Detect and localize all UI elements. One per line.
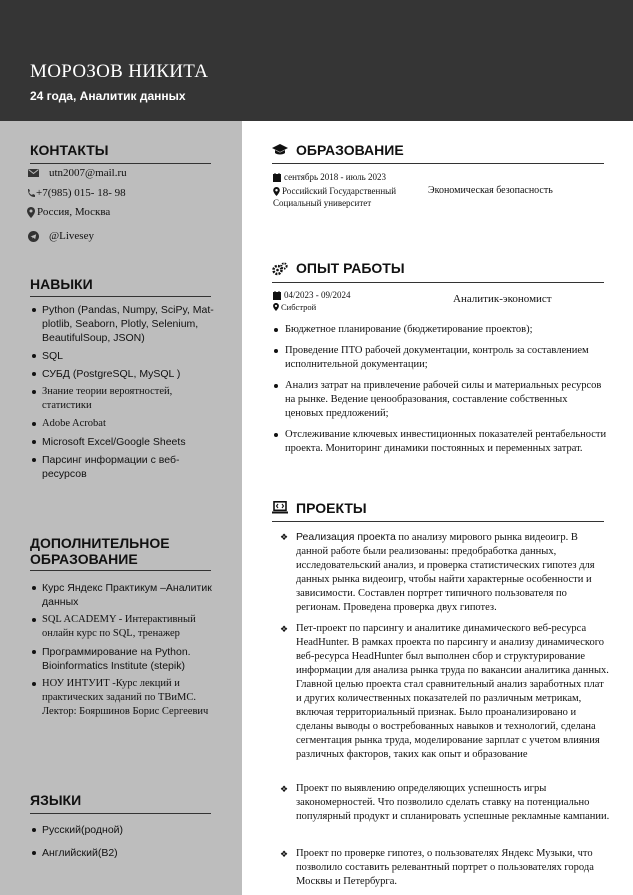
list-item: Программирование на Python. Bioinformatics Institute (stepik) xyxy=(30,645,220,673)
duties-list xyxy=(272,323,607,463)
project-item xyxy=(280,782,610,824)
candidate-subtitle: 24 года, Аналитик данных xyxy=(30,89,186,103)
skills-rule xyxy=(30,296,211,297)
list-item: Microsoft Excel/Google Sheets xyxy=(30,435,216,449)
envelope-icon xyxy=(26,169,40,177)
graduation-cap-icon xyxy=(272,143,288,161)
education-specialty: Экономическая безопасность xyxy=(428,185,553,196)
project-lead: Реализация проекта xyxy=(296,531,396,543)
diamond-bullet-icon: ❖ xyxy=(280,624,289,634)
project-text: Пет-проект по парсингу и аналитике динамического веб-ресурса HeadHunter. В рамках проекта по парсингу и анализу динамического веб-ресурса HeadHunter был выполнен сбор и структурирование информации для анализа рынка труда по вакансии аналитика данных. Главной целью проекта стал сравнительный анализ заработных плат и других количественных показателей по различным метрикам, включая территориальный признак. Было проанализировано и сделаны выводы о востребованных навыков и технологий, сделана сегментация рынка труда, моделирование зарплат с учетом влияния различных факторов, таких как опыт и образование xyxy=(296,623,609,760)
university-line: Российский Государственный xyxy=(282,186,397,196)
phone-icon xyxy=(26,188,36,198)
list-item: Отслеживание ключевых инвестиционных показателей рентабельности проекта. Мониторинг динамики постоянных и переменных затрат. xyxy=(272,428,607,456)
project-item xyxy=(280,847,610,889)
list-item: Английский(B2) xyxy=(30,846,216,860)
languages-title: ЯЗЫКИ xyxy=(30,792,82,808)
education-rule xyxy=(272,163,604,164)
calendar-icon xyxy=(273,173,281,182)
telegram-text: @Livesey xyxy=(49,230,94,242)
experience-dates: 04/2023 - 09/2024 xyxy=(284,290,351,300)
list-item: Проведение ПТО рабочей документации, контроль за составлением исполнительной документации; xyxy=(272,344,607,372)
list-item: Знание теории вероятностей, статистики xyxy=(30,385,216,413)
additional-education-rule xyxy=(30,570,211,571)
additional-education-title-line: ДОПОЛНИТЕЛЬНОЕ xyxy=(30,535,170,551)
position-title: Аналитик-экономист xyxy=(453,293,552,305)
diamond-bullet-icon: ❖ xyxy=(280,784,289,794)
experience-title: ОПЫТ РАБОТЫ xyxy=(296,260,405,276)
education-dates: сентябрь 2018 - июль 2023 xyxy=(284,172,386,182)
languages-rule xyxy=(30,813,211,814)
education-dates-row xyxy=(273,172,386,182)
phone-row[interactable] xyxy=(26,187,126,199)
header xyxy=(0,0,633,121)
phone-text: +7(985) 015- 18- 98 xyxy=(36,187,126,199)
project-item xyxy=(280,530,610,615)
map-pin-icon xyxy=(273,187,280,196)
list-item: Парсинг информации с веб-ресурсов xyxy=(30,453,216,481)
company-name: Сибстрой xyxy=(281,302,317,312)
languages-list xyxy=(30,823,216,864)
experience-rule xyxy=(272,282,604,283)
education-title: ОБРАЗОВАНИЕ xyxy=(296,142,404,158)
list-item: SQL ACADEMY - Интерактивный онлайн курс по SQL, тренажер xyxy=(30,613,220,641)
list-item: Курс Яндекс Практикум –Аналитик данных xyxy=(30,581,220,609)
university-line: Социальный университет xyxy=(273,198,372,208)
telegram-icon xyxy=(26,231,40,242)
additional-education-title xyxy=(30,535,170,567)
project-text: Проект по выявлению определяющих успешность игры закономерностей. Что позволило сделать ставку на потенциально популярный продукт и спланировать успешные рекламные кампании. xyxy=(296,783,610,822)
location-text: Россия, Москва xyxy=(37,206,111,218)
list-item: Русский(родной) xyxy=(30,823,216,837)
project-text: по анализу мирового рынка видеоигр. В данной работе были реализованы: предобработка данных, исследовательский анализ, и проверка статистических гипотез для данных рынка видеоигр, чтобы найти характерные особенности и зависимости. Составлен портрет типичного пользователя по регионам. Проведена проверка двух гипотез. xyxy=(296,532,595,613)
list-item: Анализ затрат на привлечение рабочей силы и материальных ресурсов на рынке. Ведение ценообразования, составление собственных ценовых предложений; xyxy=(272,379,607,421)
list-item: НОУ ИНТУИТ -Курс лекций и практических заданий по ТВиМС. Лектор: Бояршинов Борис Сергеевич xyxy=(30,677,220,719)
diamond-bullet-icon: ❖ xyxy=(280,532,289,542)
university xyxy=(273,185,396,209)
projects-rule xyxy=(272,521,604,522)
telegram-row[interactable] xyxy=(26,230,94,242)
list-item: Python (Pandas, Numpy, SciPy, Mat-plotlib, Seaborn, Plotly, Selenium, BeautifulSoup, JSON) xyxy=(30,303,216,345)
skills-title: НАВЫКИ xyxy=(30,276,93,292)
additional-education-title-line: ОБРАЗОВАНИЕ xyxy=(30,551,138,567)
candidate-name: МОРОЗОВ НИКИТА xyxy=(30,61,209,82)
laptop-code-icon xyxy=(272,501,288,519)
location-row xyxy=(26,206,110,218)
calendar-icon xyxy=(273,291,281,300)
list-item: Бюджетное планирование (бюджетирование проектов); xyxy=(272,323,607,337)
contacts-title: КОНТАКТЫ xyxy=(30,142,109,158)
project-text: Проект по проверке гипотез, о пользователях Яндекс Музыки, что позволило составить релевантный портрет о пользователях города Москвы и Петербурга. xyxy=(296,848,594,887)
email-text: utn2007@mail.ru xyxy=(49,167,127,179)
company-row xyxy=(273,302,316,312)
contacts-rule xyxy=(30,163,211,164)
list-item: SQL xyxy=(30,349,216,363)
experience-dates-row xyxy=(273,290,351,300)
projects-title: ПРОЕКТЫ xyxy=(296,500,367,516)
skills-list xyxy=(30,303,216,485)
gears-icon xyxy=(272,262,288,281)
list-item: СУБД (PostgreSQL, MySQL ) xyxy=(30,367,216,381)
diamond-bullet-icon: ❖ xyxy=(280,849,289,859)
list-item: Adobe Acrobat xyxy=(30,417,216,431)
map-pin-icon xyxy=(26,207,36,218)
courses-list xyxy=(30,581,220,723)
project-item xyxy=(280,622,610,762)
map-pin-icon xyxy=(273,303,279,311)
email-row[interactable] xyxy=(26,167,127,179)
